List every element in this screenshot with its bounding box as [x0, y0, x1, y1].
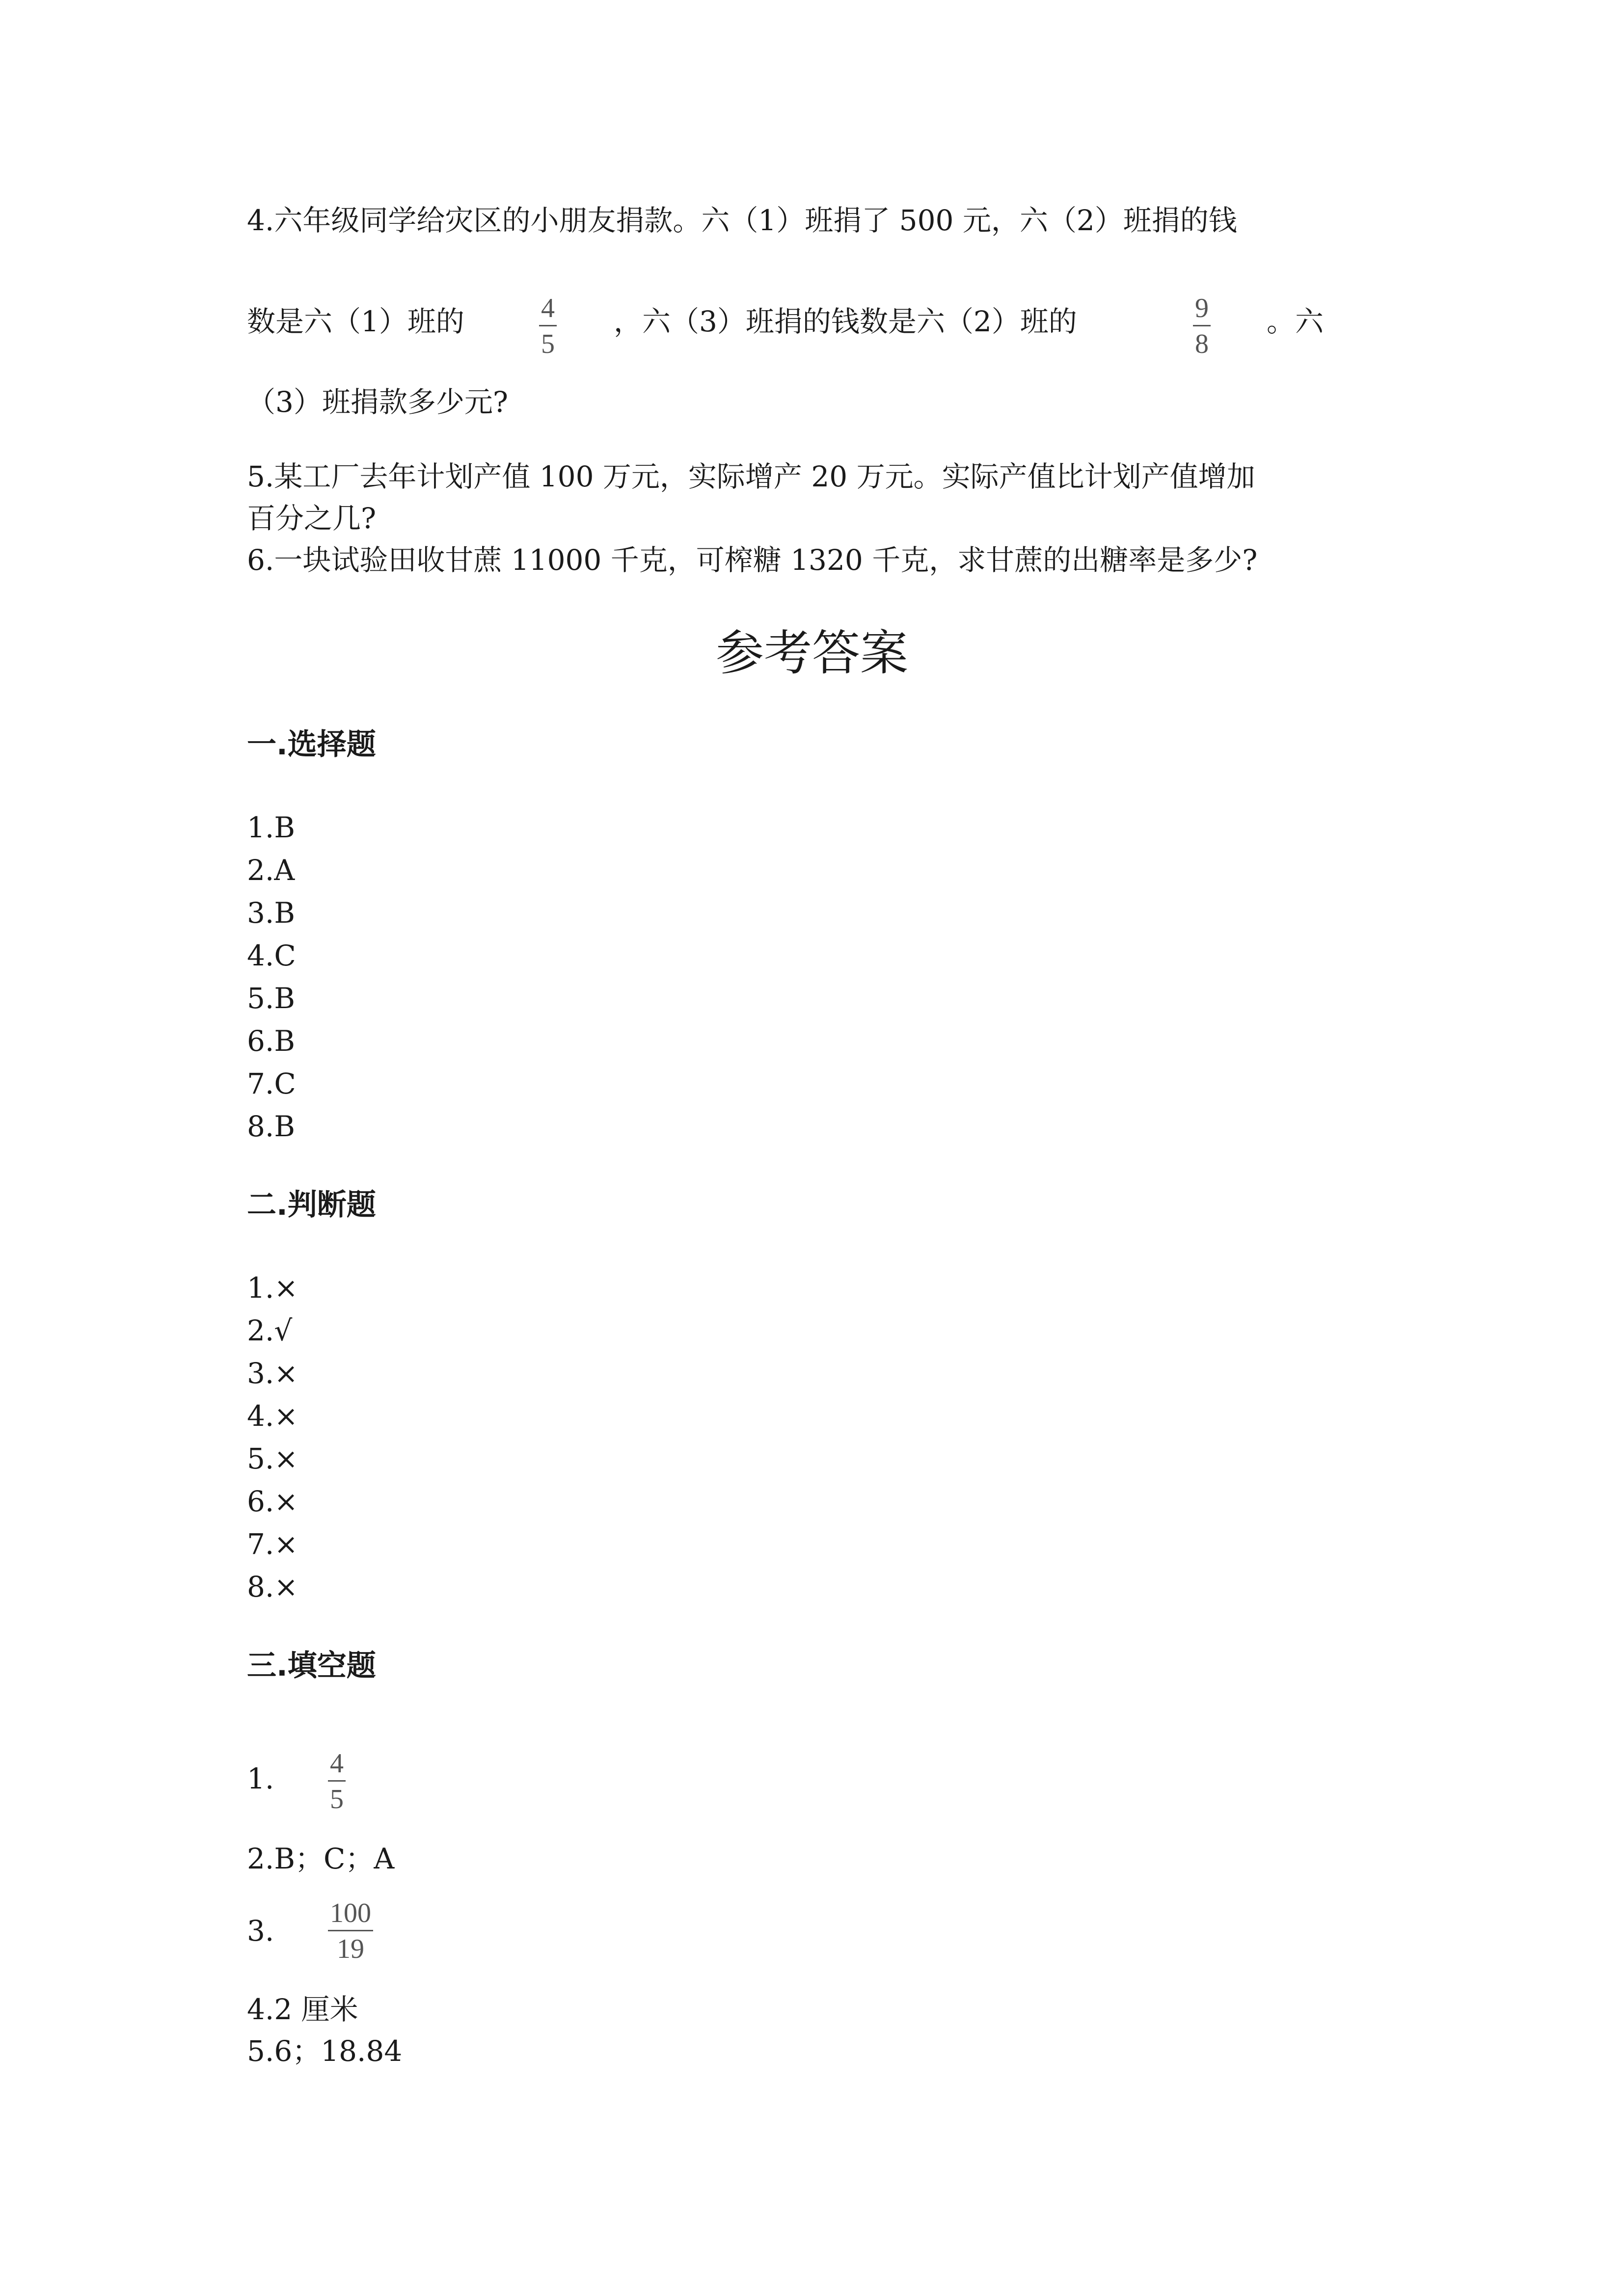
problem-4-line-1: 4.六年级同学给灾区的小朋友捐款。六（1）班捐了 500 元，六（2）班捐的钱 — [247, 204, 1237, 237]
answer-3-fraction — [328, 1899, 373, 1963]
section-1-heading: 一.选择题 — [247, 727, 376, 762]
section-3-answer-3-label: 3. — [247, 1914, 274, 1948]
section-1-answer-8: 8.B — [247, 1110, 295, 1143]
problem-5-line-2: 百分之几? — [247, 502, 377, 535]
problem-4-line-3: （3）班捐款多少元? — [247, 385, 508, 419]
section-1-answer-6: 6.B — [247, 1024, 295, 1058]
fraction-denominator: 5 — [541, 329, 555, 359]
section-3-heading: 三.填空题 — [247, 1649, 376, 1683]
section-1-answer-4: 4.C — [247, 939, 296, 972]
section-1-answer-2: 2.A — [247, 854, 295, 887]
fraction-denominator: 19 — [337, 1934, 364, 1964]
section-1-answer-1: 1.B — [247, 811, 295, 844]
fraction-four-fifths — [539, 294, 557, 358]
section-2-answer-5: 5.× — [247, 1442, 298, 1475]
section-2-answer-8: 8.× — [247, 1570, 298, 1603]
section-2-answer-6: 6.× — [247, 1485, 298, 1518]
fraction-numerator: 4 — [330, 1748, 344, 1779]
section-3-answer-4: 4.2 厘米 — [247, 1993, 358, 2026]
answers-title: 参考答案 — [715, 625, 908, 681]
fraction-numerator: 4 — [541, 293, 555, 323]
problem-4-line-2-start: 数是六（1）班的 — [247, 305, 464, 338]
section-2-answer-7: 7.× — [247, 1527, 298, 1561]
section-1-answer-5: 5.B — [247, 982, 295, 1015]
problem-4-line-2-middle: ，六（3）班捐的钱数是六（2）班的 — [614, 305, 1077, 338]
answer-1-fraction — [328, 1750, 346, 1813]
section-1-answer-7: 7.C — [247, 1067, 296, 1100]
fraction-denominator: 5 — [330, 1784, 344, 1815]
section-2-answer-1: 1.× — [247, 1271, 298, 1305]
section-2-answer-3: 3.× — [247, 1357, 298, 1390]
fraction-nine-eighths — [1193, 294, 1211, 358]
fraction-numerator: 100 — [330, 1898, 371, 1928]
fraction-numerator: 9 — [1195, 293, 1209, 323]
section-3-answer-2: 2.B；C；A — [247, 1842, 395, 1875]
section-2-heading: 二.判断题 — [247, 1188, 376, 1222]
section-3-answer-5: 5.6；18.84 — [247, 2034, 403, 2068]
problem-6-line-1: 6.一块试验田收甘蔗 11000 千克，可榨糖 1320 千克，求甘蔗的出糖率是多少? — [247, 543, 1258, 577]
section-1-answer-3: 3.B — [247, 896, 295, 930]
section-2-answer-2: 2.√ — [247, 1314, 293, 1347]
fraction-denominator: 8 — [1195, 329, 1209, 359]
problem-4-line-2-end: 。六 — [1267, 305, 1324, 338]
section-3-answer-1-label: 1. — [247, 1762, 274, 1795]
section-2-answer-4: 4.× — [247, 1399, 298, 1433]
problem-5-line-1: 5.某工厂去年计划产值 100 万元，实际增产 20 万元。实际产值比计划产值增加 — [247, 460, 1255, 493]
